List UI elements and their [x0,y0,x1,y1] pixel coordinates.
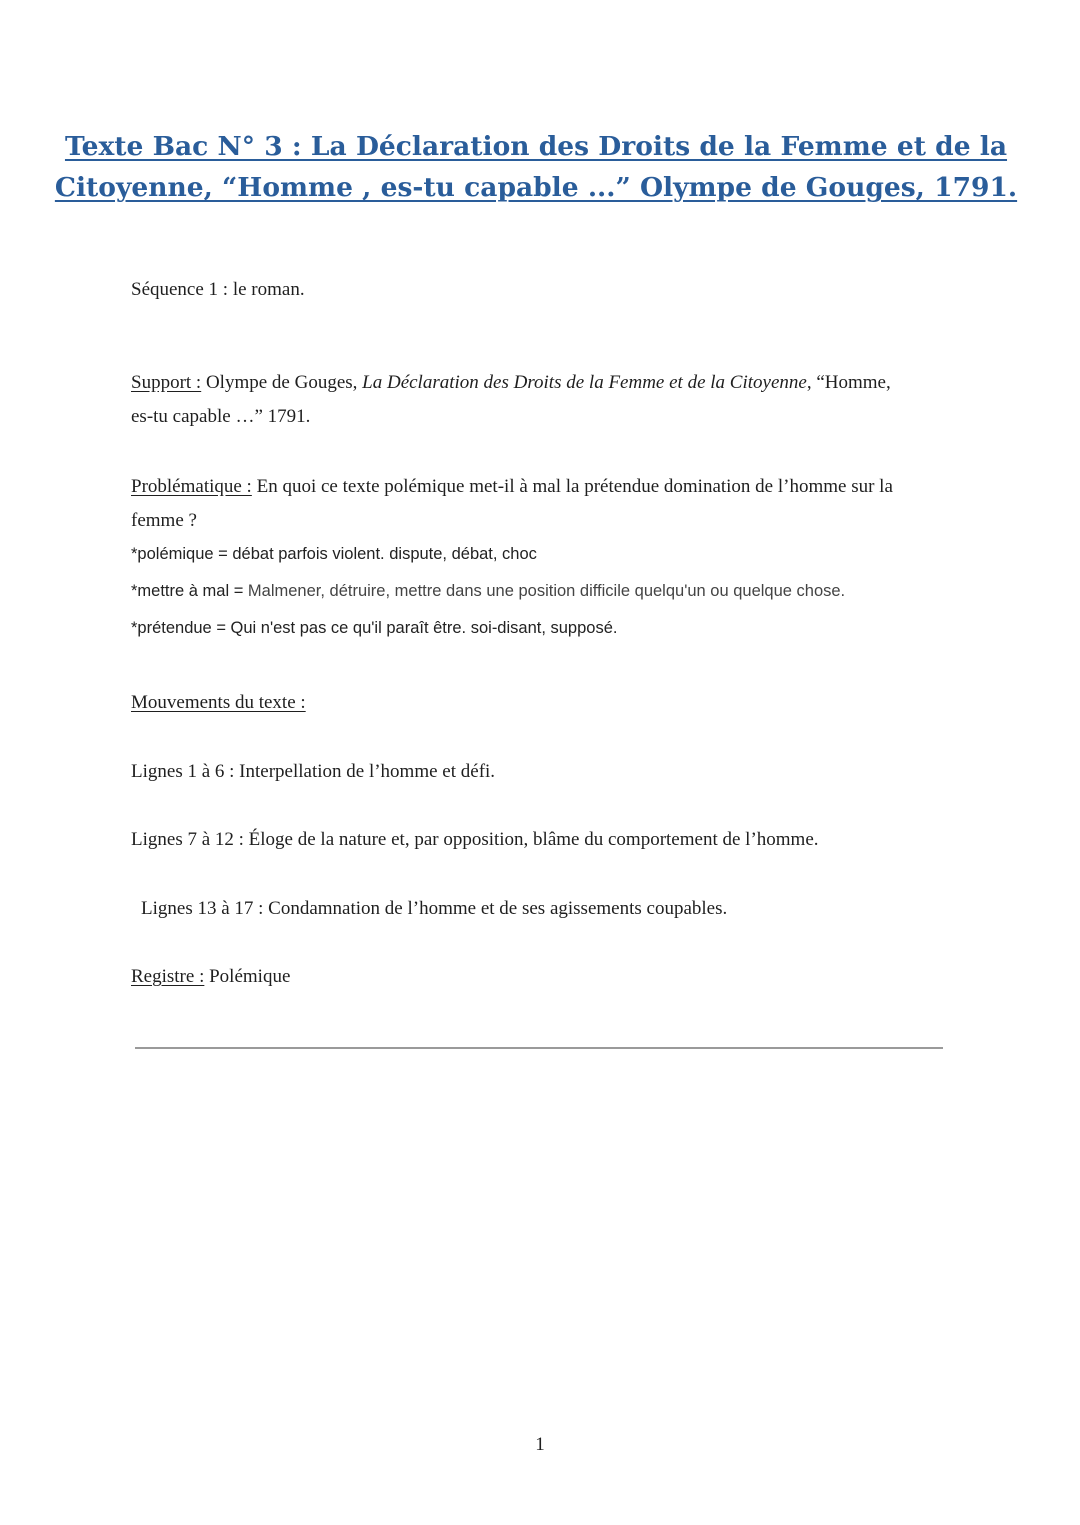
definition-item [131,582,845,601]
mouvements-heading: Mouvements du texte : [131,692,306,713]
document-title-line-1: Texte Bac N° 3 : La Déclaration des Droits de la Femme et de la [64,131,1008,162]
problematique-label: Problématique : [131,476,252,497]
definition-text: débat parfois violent. dispute, débat, choc [232,545,537,563]
horizontal-divider [135,1047,943,1049]
support-line-2: es-tu capable …” 1791. [131,406,311,427]
definition-term: *prétendue = [131,619,231,637]
support-line-1 [131,372,891,394]
definition-text: Malmener, détruire, mettre dans une position difficile quelqu'un ou quelque chose. [247,582,846,600]
definition-item [131,545,537,564]
problematique-line-1 [131,476,893,498]
definition-text: Qui n'est pas ce qu'il paraît être. soi-disant, supposé. [230,619,618,637]
support-rest-1: , “Homme, [806,372,891,393]
registre-value: Polémique [204,966,291,987]
definition-term: *polémique = [131,545,233,563]
support-work-title: La Déclaration des Droits de la Femme et de la Citoyenne [362,372,807,393]
registre-label: Registre : [131,966,205,987]
mouvement-item: Lignes 7 à 12 : Éloge de la nature et, par opposition, blâme du comportement de l’homme. [131,829,819,850]
registre-line [131,966,290,988]
definition-term: *mettre à mal = [131,582,248,600]
support-label: Support : [131,372,202,393]
problematique-line-2: femme ? [131,510,197,531]
sequence-label: Séquence 1 : le roman. [131,279,305,300]
page-number: 1 [535,1434,545,1455]
support-author: Olympe de Gouges, [201,372,363,393]
mouvement-item: Lignes 13 à 17 : Condamnation de l’homme et de ses agissements coupables. [141,898,728,919]
problematique-text-1: En quoi ce texte polémique met-il à mal la prétendue domination de l’homme sur la [251,476,893,497]
document-title-line-2: Citoyenne, “Homme , es-tu capable ...” Olympe de Gouges, 1791. [54,172,1018,203]
definition-item [131,619,617,638]
mouvement-item: Lignes 1 à 6 : Interpellation de l’homme et défi. [131,761,496,782]
